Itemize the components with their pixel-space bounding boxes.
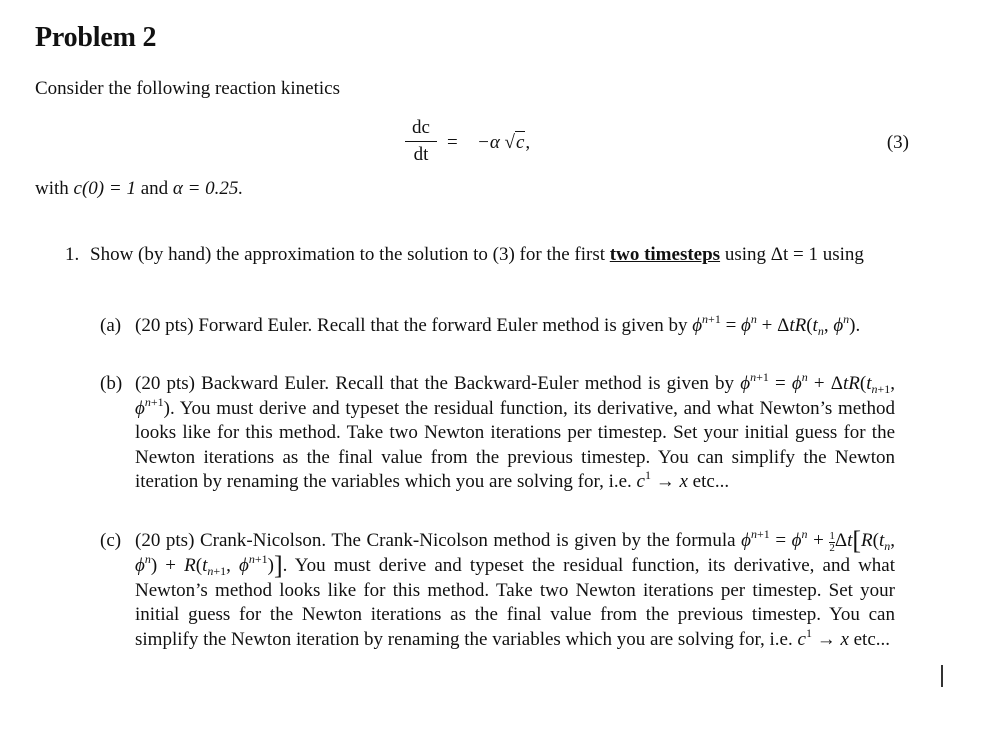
alpha-value: α = 0.25. [172, 178, 244, 199]
initial-conditions: with c(0) = 1 and α = 0.25. [35, 178, 244, 199]
part-b [100, 372, 895, 495]
initial-value: c(0) = 1 [73, 178, 136, 199]
derivative-fraction [405, 116, 437, 167]
part-a-label: (a) [100, 315, 122, 336]
text-cursor [941, 665, 943, 687]
fraction-numerator: dc [412, 117, 430, 138]
part-a [100, 314, 895, 339]
sqrt-symbol: √ [504, 132, 515, 153]
rhs-trailing: , [525, 132, 531, 153]
rhs-coefficient: −α [477, 132, 500, 153]
part-a-text: (20 pts) Forward Euler. Recall that the forward Euler method is given by $\phi^{n+1} = \phi^n + \Delta tR(t_n$, $\phi^n$). [135, 312, 861, 338]
equation-3 [395, 116, 915, 172]
fraction-denominator: dt [413, 144, 429, 165]
forward-euler-formula: $\phi^{n+1} = \phi^n + \Delta tR(t_n$, $\phi^n$). [692, 312, 861, 338]
intro-text: Consider the following reaction kinetics [35, 78, 340, 99]
list-item-1 [65, 242, 895, 267]
part-c-label: (c) [100, 530, 122, 551]
equation-rhs [477, 132, 530, 154]
crank-nicolson-formula: $\phi^{n+1} = \phi^n$ + $\frac{1}{2}$ $\Delta t[R(t_n$, $\phi^n) + R(t_{n+1}$, $\phi^{n+1}$)] [135, 526, 896, 580]
backward-euler-formula: $\phi^{n+1} = \phi^n + \Delta tR(t_{n+1}$, $\phi^{n+1}$) [135, 370, 896, 419]
equals-sign: = [447, 132, 458, 153]
rename-hint: $c^1 \to x$ [797, 625, 849, 650]
item-text: Show (by hand) the approximation to the solution to (3) for the first two timesteps using Δt = 1 using [90, 244, 864, 265]
part-c-text: (20 pts) Crank-Nicolson. The Crank-Nicolson method is given by the formula $\phi^{n+1} = \phi^n$ + $\frac{1}{2}$ $\Delta t[R(t_n$, $\phi^n) + R(t_{n+1}$, $\phi^{n+1}$)]. You must derive and typeset the residual function, its derivative, and what Newton’s method looks like for this method. Take two Newton iterations per timestep. Set your initial guess for the Newton iterations as the final value from the previous timestep. You can simplify the Newton iteration by renaming the variables which you are solving for, i.e. $c^1 \to x$ etc... [135, 526, 896, 650]
equation-number: (3) [886, 132, 909, 153]
emphasis-two-timesteps: two timesteps [609, 244, 721, 265]
part-b-label: (b) [100, 373, 123, 394]
part-b-text: (20 pts) Backward Euler. Recall that the Backward-Euler method is given by $\phi^{n+1} = \phi^n + \Delta tR(t_{n+1}$, $\phi^{n+1}$). You must derive and typeset the residual function, its derivative, and what Newton’s method looks like for this method. Take two Newton iterations per timestep. Set your initial guess for the Newton iterations as the final value from the previous timestep. You can simplify the Newton iteration by renaming the variables which you are solving for, i.e. $c^1 \to x$ etc... [135, 370, 896, 492]
rename-hint: $c^1 \to x$ [636, 468, 688, 492]
fraction-bar [405, 141, 437, 142]
page-title: Problem 2 [35, 22, 157, 53]
part-c [100, 526, 896, 652]
sqrt-radicand: c [515, 132, 525, 153]
item-label: 1. [65, 244, 80, 265]
